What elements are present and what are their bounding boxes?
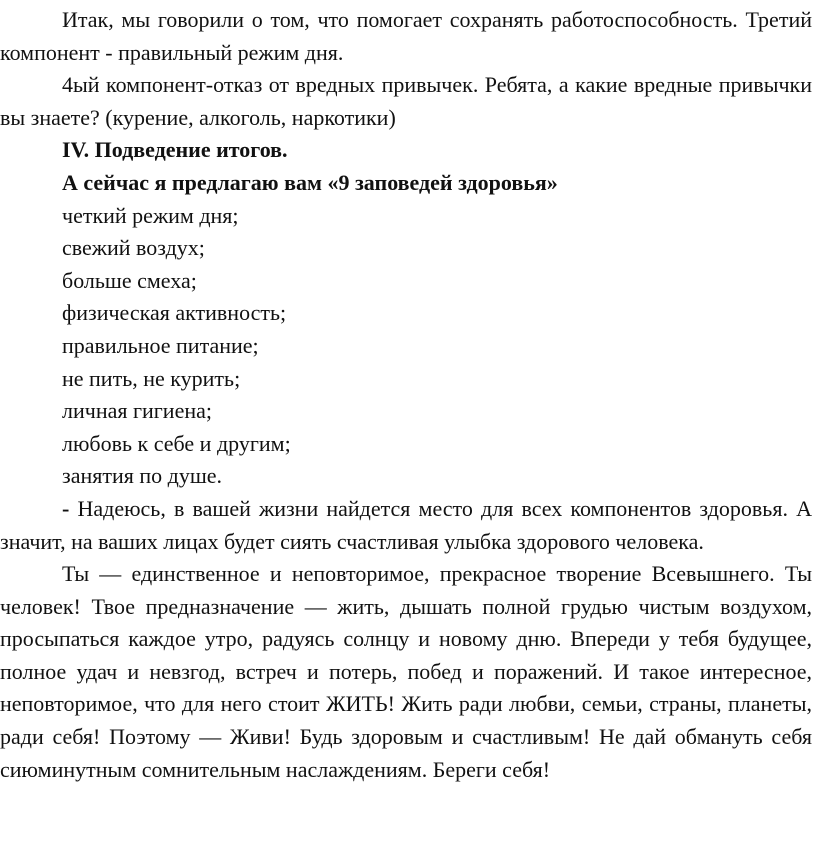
section-subheading: А сейчас я предлагаю вам «9 заповедей здоровья» [62,169,558,195]
list-item: личная гигиена; [62,398,212,424]
list-item: правильное питание; [62,332,259,358]
paragraph-hope-text: Надеюсь, в вашей жизни найдется место для всех компонентов здоровья. А значит, на ваших лицах будет сиять счастливая улыбка здорового человека. [0,495,812,554]
paragraph-intro: Итак, мы говорили о том, что помогает сохранять работоспособность. Третий компонент - правильный режим дня. [0,7,812,65]
list-item: любовь к себе и другим; [62,430,291,456]
list-item: занятия по душе. [62,463,223,489]
paragraph-closing: Ты — единственное и неповторимое, прекрасное творение Всевышнего. Ты человек! Твое предназначение — жить, дышать полной грудью чистым воздухом, просыпаться каждое утро, радуясь солнцу и новому дню. Впереди у тебя будущее, полное удач и невзгод, встреч и потерь, побед и поражений. И такое интересное, неповторимое, что для него стоит ЖИТЬ! Жить ради любви, семьи, страны, планеты, ради себя! Поэтому — Живи! Будь здоровым и счастливым! Не дай обмануть себя сиюминутным сомнительным наслаждениям. Береги себя! [0,561,812,782]
list-item: больше смеха; [62,267,197,293]
list-item: не пить, не курить; [62,365,241,391]
section-heading: IV. Подведение итогов. [62,137,288,163]
dash-mark: - [62,495,70,521]
paragraph-hope [0,493,812,558]
list-item: свежий воздух; [62,235,205,261]
commandments-list [0,200,812,493]
list-item: физическая активность; [62,300,287,326]
list-item: четкий режим дня; [62,202,239,228]
paragraph-habits: 4ый компонент-отказ от вредных привычек. Ребята, а какие вредные привычки вы знаете? (курение, алкоголь, наркотики) [0,72,812,130]
